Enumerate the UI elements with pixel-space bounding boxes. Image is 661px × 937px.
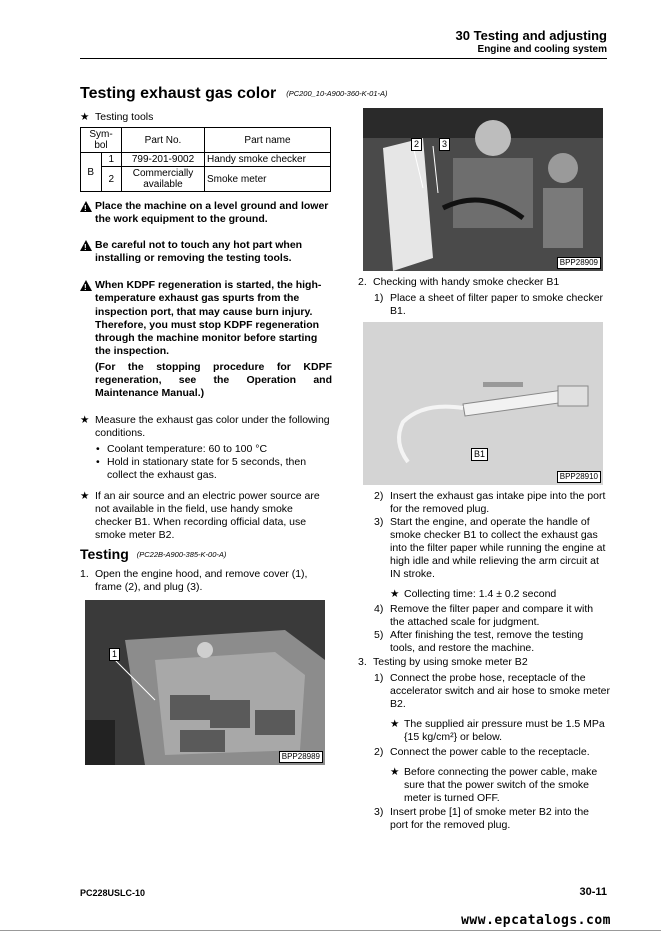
- tools-label-row: [80, 111, 355, 124]
- measure-intro: Measure the exhaust gas color under the following conditions.: [95, 414, 330, 439]
- list-item: • Coolant temperature: 60 to 100 °C: [95, 443, 332, 456]
- step-3-text: Testing by using smoke meter B2: [373, 656, 528, 668]
- step-3-3: [374, 806, 610, 832]
- testing-title: [80, 546, 226, 562]
- step-number: 3): [374, 516, 384, 528]
- chapter-subtitle: Engine and cooling system: [477, 44, 607, 55]
- star-icon: ★: [390, 588, 400, 600]
- warning-2: [80, 239, 332, 266]
- air-note: If an air source and an electric power source are not available in the field, use handy smoke checker B1. When recording official data, use smoke meter B2.: [95, 490, 320, 541]
- step-number: 3.: [358, 656, 367, 668]
- symbol-cell: B: [81, 153, 102, 192]
- callout-1: 1: [109, 648, 120, 661]
- photo-label: BPP28910: [557, 471, 601, 483]
- part-no-cell: 799-201-9002: [122, 153, 205, 167]
- section-title-text: Testing exhaust gas color: [80, 85, 277, 102]
- testing-code: (PC22B-A900-385-K-00-A): [136, 550, 227, 559]
- step-number: 2): [374, 746, 384, 758]
- row-num: 1: [101, 153, 122, 167]
- step-2-2: [374, 490, 610, 516]
- step-number: 2.: [358, 276, 367, 288]
- conditions-list: [95, 443, 332, 482]
- step-3-2-note-text: Before connecting the power cable, make sure that the power switch of the smoke meter is turned OFF.: [404, 766, 598, 804]
- air-note-block: [80, 490, 332, 542]
- tools-table: [80, 127, 331, 192]
- photo-label: BPP28989: [279, 751, 323, 763]
- row-num: 2: [101, 167, 122, 192]
- engine-cover-illustration: [85, 600, 325, 765]
- watermark-link[interactable]: www.epcatalogs.com: [461, 913, 611, 928]
- step-number: 3): [374, 806, 384, 818]
- star-icon: ★: [390, 718, 400, 730]
- table-row: [81, 153, 331, 167]
- star-icon: ★: [80, 111, 90, 123]
- step-number: 1): [374, 672, 384, 684]
- warning-icon: [80, 240, 92, 251]
- part-no-cell: Commercially available: [122, 167, 205, 192]
- testing-title-text: Testing: [80, 546, 129, 562]
- step-3: [358, 656, 610, 669]
- page-number: 30-11: [579, 886, 607, 898]
- step-2-3-note-text: Collecting time: 1.4 ± 0.2 second: [404, 588, 557, 600]
- step-2-5: [374, 629, 610, 655]
- step-2-3-note: [390, 588, 610, 601]
- photo-label: BPP28909: [557, 257, 601, 269]
- warning-icon: [80, 201, 92, 212]
- warning-text: When KDPF regeneration is started, the high-temperature exhaust gas spurts from the inspection port, that may cause burn injury. Therefore, you must stop KDPF regeneration through the machine monitor before starting the inspection.: [95, 279, 322, 358]
- star-icon: ★: [390, 766, 400, 778]
- model-number: PC228USLC-10: [80, 888, 146, 898]
- step-2-3: [374, 516, 610, 581]
- step-2-1-text: Place a sheet of filter paper to smoke checker B1.: [390, 292, 604, 317]
- callout-3: 3: [439, 138, 450, 151]
- warning-3: [80, 279, 332, 401]
- callout-2: 2: [411, 138, 422, 151]
- step-3-2-text: Connect the power cable to the receptacle.: [390, 746, 590, 758]
- step-3-1-note-text: The supplied air pressure must be 1.5 MPa {15 kg/cm²} or below.: [404, 718, 605, 743]
- step-3-1: [374, 672, 610, 711]
- section-title: [80, 85, 388, 103]
- step-2-2-text: Insert the exhaust gas intake pipe into the port for the removed plug.: [390, 490, 606, 515]
- step-number: 1.: [80, 568, 89, 580]
- warning-icon: [80, 280, 92, 291]
- star-icon: ★: [80, 490, 90, 502]
- step-2-1: [374, 292, 610, 318]
- step-3-3-text: Insert probe [1] of smoke meter B2 into the port for the removed plug.: [390, 806, 590, 831]
- callout-b1: B1: [471, 448, 488, 461]
- step-number: 1): [374, 292, 384, 304]
- tools-table-header: [81, 128, 331, 153]
- part-name-cell: Handy smoke checker: [205, 153, 331, 167]
- step-2: [358, 276, 610, 289]
- measure-block: [80, 414, 332, 482]
- engine-cover-photo: [85, 600, 325, 765]
- step-3-2-note: [390, 766, 610, 805]
- step-1-text: Open the engine hood, and remove cover (1), frame (2), and plug (3).: [95, 568, 308, 593]
- step-3-1-text: Connect the probe hose, receptacle of the accelerator switch and air hose to smoke meter B2.: [390, 672, 611, 710]
- smoke-checker-photo: [363, 322, 603, 485]
- warning-note: (For the stopping procedure for KDPF regeneration, see the Operation and Maintenance Manual.): [95, 360, 332, 400]
- step-2-text: Checking with handy smoke checker B1: [373, 276, 560, 288]
- engine-top-illustration: [363, 108, 603, 271]
- star-icon: ★: [80, 414, 90, 426]
- step-3-1-note: [390, 718, 610, 744]
- warning-text: Be careful not to touch any hot part when installing or removing the testing tools.: [95, 239, 303, 265]
- col-part-name: Part name: [205, 128, 331, 153]
- step-2-4: [374, 603, 610, 629]
- list-item: • Hold in stationary state for 5 seconds, then collect the exhaust gas.: [95, 456, 332, 482]
- table-row: [81, 167, 331, 192]
- header-divider: [80, 58, 607, 59]
- warning-text: Place the machine on a level ground and lower the work equipment to the ground.: [95, 200, 329, 226]
- step-2-4-text: Remove the filter paper and compare it with the attached scale for judgment.: [390, 603, 594, 628]
- step-number: 5): [374, 629, 384, 641]
- chapter-title: 30 Testing and adjusting: [455, 28, 607, 43]
- col-part-no: Part No.: [122, 128, 205, 153]
- step-3-2: [374, 746, 610, 759]
- tools-label: Testing tools: [95, 111, 154, 123]
- col-symbol: Sym- bol: [81, 128, 122, 153]
- step-1: [80, 568, 332, 594]
- section-code: (PC200_10-A900-360-K-01-A): [286, 89, 388, 98]
- step-2-3-text: Start the engine, and operate the handle of smoke checker B1 to collect the exhaust gas into the filter paper while running the engine at high idle and while relieving the arm circuit at IN stroke.: [390, 516, 606, 580]
- part-name-cell: Smoke meter: [205, 167, 331, 192]
- warning-1: [80, 200, 332, 227]
- engine-top-photo: [363, 108, 603, 271]
- step-2-5-text: After finishing the test, remove the testing tools, and restore the machine.: [390, 629, 584, 654]
- step-number: 4): [374, 603, 384, 615]
- bottom-divider: [0, 930, 661, 931]
- step-number: 2): [374, 490, 384, 502]
